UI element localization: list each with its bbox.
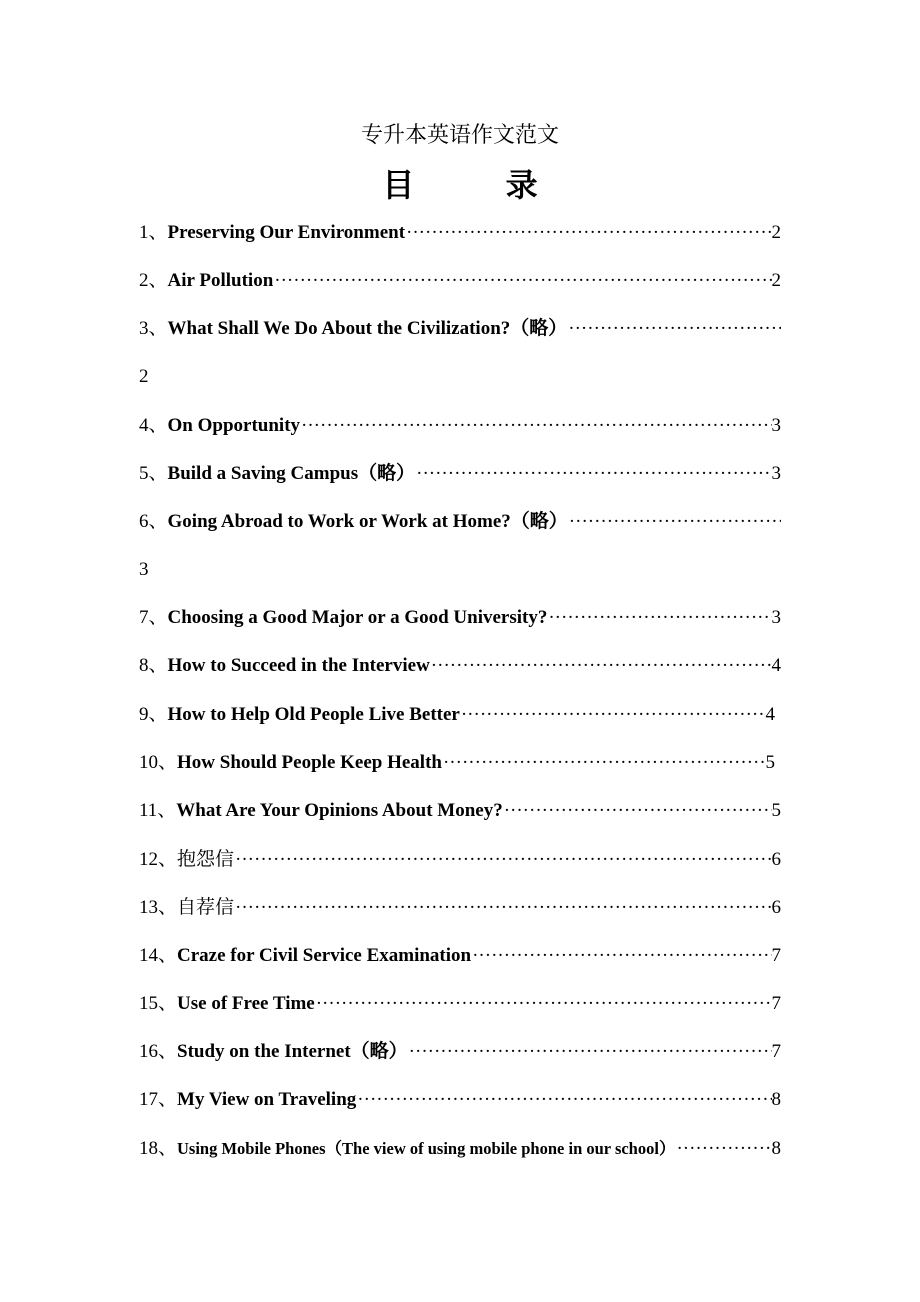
toc-dot-leader	[430, 651, 772, 681]
toc-entry[interactable]	[139, 266, 781, 296]
toc-entry-title: How to Help Old People Live Better	[167, 704, 460, 725]
toc-dot-leader	[315, 989, 772, 1019]
toc-entry-page[interactable]: 2	[139, 366, 149, 387]
toc-dot-leader	[503, 796, 772, 826]
toc-entry-page: 8	[771, 1089, 781, 1110]
toc-dot-leader	[471, 941, 771, 971]
toc-entry-page: 3	[771, 463, 781, 484]
toc-dot-leader	[442, 748, 766, 778]
toc-entry-number: 7、	[139, 607, 168, 628]
toc-entry-title: How to Succeed in the Interview	[167, 655, 430, 676]
toc-entry-title: My View on Traveling	[177, 1089, 357, 1110]
toc-dot-leader	[547, 603, 771, 633]
toc-entry-number: 2、	[139, 270, 168, 291]
toc-entry-number: 8、	[139, 655, 168, 676]
toc-entry-title: What Are Your Opinions About Money?	[176, 800, 503, 821]
toc-entry-page: 7	[771, 993, 781, 1014]
toc-dot-leader	[415, 459, 771, 489]
toc-entry-page: 3	[771, 607, 781, 628]
toc-entry-page: 6	[771, 849, 781, 870]
toc-entry-page: 3	[771, 415, 781, 436]
toc-entry[interactable]	[139, 700, 775, 730]
toc-entry[interactable]	[139, 989, 781, 1019]
toc-entry-title: Use of Free Time	[177, 993, 315, 1014]
toc-entry[interactable]	[139, 507, 781, 537]
toc-entry-title: Going Abroad to Work or Work at Home?（略）	[167, 511, 568, 532]
toc-entry-page: 8	[771, 1138, 781, 1159]
toc-entry[interactable]	[139, 1037, 781, 1067]
toc-entry-number: 6、	[139, 511, 168, 532]
toc-dot-leader	[568, 507, 781, 537]
toc-entry-title: Build a Saving Campus（略）	[167, 463, 416, 484]
toc-entry-number: 16、	[139, 1041, 178, 1062]
toc-entry-number: 10、	[139, 752, 178, 773]
toc-entry[interactable]	[139, 844, 781, 874]
toc-entry-page[interactable]: 3	[139, 559, 149, 580]
toc-dot-leader	[234, 893, 771, 922]
toc-entry-title: What Shall We Do About the Civilization?（略）	[167, 318, 568, 339]
toc-entry-page: 4	[771, 655, 781, 676]
toc-dot-leader	[356, 1085, 771, 1115]
toc-entry-number: 14、	[139, 945, 178, 966]
toc-dot-leader	[675, 1134, 771, 1164]
toc-entry-title: Choosing a Good Major or a Good University?	[167, 607, 548, 628]
toc-entry[interactable]	[139, 314, 781, 344]
toc-entry-title: 自荐信	[177, 896, 235, 918]
toc-entry-title: Air Pollution	[167, 270, 274, 291]
toc-entry[interactable]	[139, 218, 781, 248]
toc-entry[interactable]	[139, 651, 781, 681]
toc-entry-page: 7	[771, 945, 781, 966]
toc-dot-leader	[408, 1037, 772, 1067]
toc-entry[interactable]	[139, 748, 775, 778]
toc-entry-title: On Opportunity	[167, 415, 301, 436]
toc-entry-page: 7	[771, 1041, 781, 1062]
toc-dot-leader	[567, 314, 781, 344]
toc-entry-page: 4	[765, 704, 775, 725]
toc-entry[interactable]	[139, 892, 781, 922]
toc-entry-number: 4、	[139, 415, 168, 436]
toc-dot-leader	[460, 700, 766, 730]
toc-entry-number: 15、	[139, 993, 178, 1014]
toc-entry-number: 3、	[139, 318, 168, 339]
toc-entry[interactable]	[139, 1134, 781, 1164]
toc-heading: 目 录	[382, 166, 578, 204]
toc-entry[interactable]	[139, 459, 781, 489]
toc-entry[interactable]	[139, 941, 781, 971]
toc-entry[interactable]	[139, 603, 781, 633]
toc-entry-page: 5	[765, 752, 775, 773]
toc-dot-leader	[405, 218, 771, 248]
toc-entry-title: Craze for Civil Service Examination	[177, 945, 472, 966]
toc-entry-page: 6	[771, 897, 781, 918]
toc-entry[interactable]	[139, 1085, 781, 1115]
toc-entry-number: 5、	[139, 463, 168, 484]
toc-entry-number: 18、	[139, 1138, 178, 1159]
toc-entry-title: Study on the Internet（略）	[177, 1041, 408, 1062]
toc-entry-number: 11、	[139, 800, 177, 821]
toc-entry-number: 1、	[139, 222, 168, 243]
toc-entry-number: 9、	[139, 704, 168, 725]
document-title: 专升本英语作文范文	[360, 123, 559, 148]
toc-entry-page: 2	[771, 222, 781, 243]
toc-entry[interactable]	[139, 796, 781, 826]
toc-entry-title: How Should People Keep Health	[177, 752, 442, 773]
toc-entry-title: Using Mobile Phones（The view of using mobile phone in our school）	[177, 1139, 676, 1158]
toc-entry-number: 12、	[139, 849, 178, 870]
toc-entry-page: 5	[771, 800, 781, 821]
toc-entry-number: 17、	[139, 1089, 178, 1110]
toc-dot-leader	[234, 845, 771, 874]
toc-entry-title: 抱怨信	[177, 848, 235, 870]
toc-dot-leader	[273, 266, 771, 296]
toc-entry-page: 2	[771, 270, 781, 291]
toc-entry-title: Preserving Our Environment	[167, 222, 406, 243]
toc-entry-number: 13、	[139, 897, 178, 918]
toc-dot-leader	[300, 411, 771, 441]
toc-entry[interactable]	[139, 411, 781, 441]
